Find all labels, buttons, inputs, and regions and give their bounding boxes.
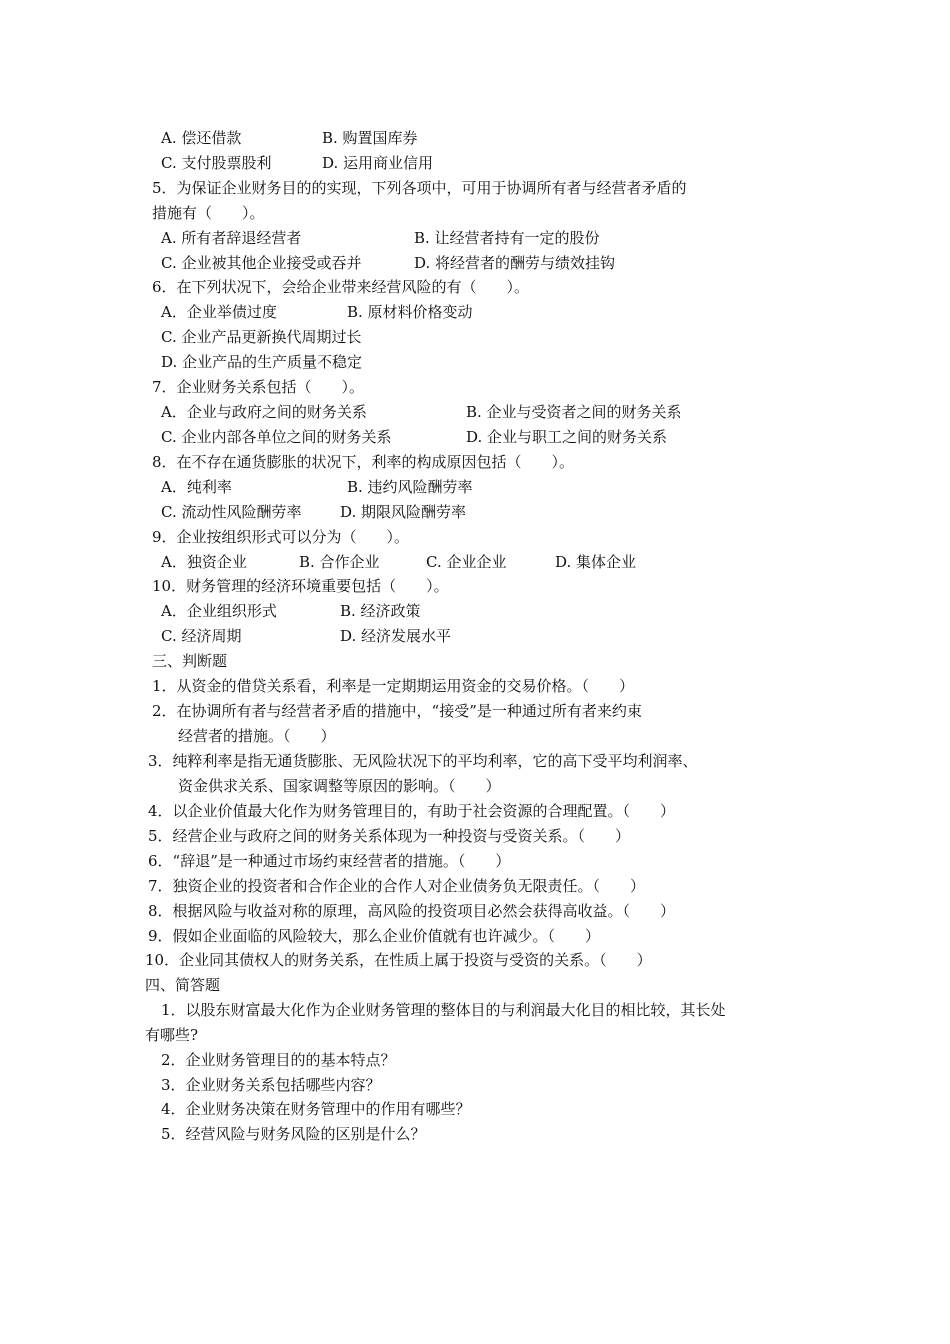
q10-option-a: A．企业组织形式 xyxy=(161,602,277,620)
short-answer-item-1-line1: 1．以股东财富最大化作为企业财务管理的整体目的与利润最大化目的相比较，其长处 xyxy=(161,1001,726,1019)
q7-option-c: C. 企业内部各单位之间的财务关系 xyxy=(161,428,392,446)
judgement-item-5: 5．经营企业与政府之间的财务关系体现为一种投资与受资关系。（ ） xyxy=(148,827,631,845)
judgement-item-7: 7．独资企业的投资者和合作企业的合作人对企业债务负无限责任。（ ） xyxy=(148,877,646,895)
q10-stem: 10．财务管理的经济环境重要包括（ ）。 xyxy=(152,577,449,595)
q8-option-a: A．纯利率 xyxy=(161,478,232,496)
judgement-item-3-line2: 资金供求关系、国家调整等原因的影响。（ ） xyxy=(178,777,501,795)
q6-stem: 6．在下列状况下，会给企业带来经营风险的有（ ）。 xyxy=(152,278,530,296)
judgement-item-1: 1．从资金的借贷关系看，利率是一定期期运用资金的交易价格。（ ） xyxy=(152,677,635,695)
q5-option-b: B. 让经营者持有一定的股份 xyxy=(414,229,600,247)
q6-option-c: C. 企业产品更新换代周期过长 xyxy=(161,328,362,346)
judgement-item-6: 6．“辞退”是一种通过市场约束经营者的措施。（ ） xyxy=(148,852,511,870)
q8-option-d: D. 期限风险酬劳率 xyxy=(340,503,467,521)
q5-option-c: C. 企业被其他企业接受或吞并 xyxy=(161,254,362,272)
short-answer-heading: 四、简答题 xyxy=(145,976,221,994)
q6-option-d: D. 企业产品的生产质量不稳定 xyxy=(161,353,363,371)
q8-option-c: C. 流动性风险酬劳率 xyxy=(161,503,302,521)
judgement-item-8: 8．根据风险与收益对称的原理，高风险的投资项目必然会获得高收益。（ ） xyxy=(148,902,676,920)
judgement-item-3-line1: 3．纯粹利率是指无通货膨胀、无风险状况下的平均利率，它的高下受平均利润率、 xyxy=(148,752,698,770)
judgement-item-10: 10．企业同其债权人的财务关系，在性质上属于投资与受资的关系。（ ） xyxy=(145,951,652,969)
short-answer-item-4: 4．企业财务决策在财务管理中的作用有哪些？ xyxy=(161,1100,471,1118)
q9-option-d: D. 集体企业 xyxy=(555,553,637,571)
short-answer-item-3: 3．企业财务关系包括哪些内容？ xyxy=(161,1076,381,1094)
q6-option-a: A．企业举债过度 xyxy=(161,303,277,321)
q4-option-b: B. 购置国库券 xyxy=(322,129,418,147)
q8-stem: 8．在不存在通货膨胀的状况下，利率的构成原因包括（ ）。 xyxy=(152,453,575,471)
short-answer-item-2: 2．企业财务管理目的的基本特点？ xyxy=(161,1051,396,1069)
q9-stem: 9．企业按组织形式可以分为（ ）。 xyxy=(152,528,410,546)
q7-option-b: B. 企业与受资者之间的财务关系 xyxy=(466,403,682,421)
q7-option-a: A．企业与政府之间的财务关系 xyxy=(161,403,367,421)
q9-option-a: A．独资企业 xyxy=(161,553,247,571)
judgement-item-4: 4．以企业价值最大化作为财务管理目的，有助于社会资源的合理配置。（ ） xyxy=(148,802,676,820)
q5-stem-line2: 措施有（ ）。 xyxy=(152,204,265,222)
q10-option-c: C. 经济周期 xyxy=(161,627,242,645)
q4-option-d: D. 运用商业信用 xyxy=(322,154,434,172)
q5-option-a: A. 所有者辞退经营者 xyxy=(161,229,302,247)
q6-option-b: B. 原材料价格变动 xyxy=(347,303,473,321)
judgement-item-2-line2: 经营者的措施。（ ） xyxy=(178,727,336,745)
judgement-item-2-line1: 2．在协调所有者与经营者矛盾的措施中，“接受”是一种通过所有者来约束 xyxy=(152,702,642,720)
short-answer-item-5: 5．经营风险与财务风险的区别是什么？ xyxy=(161,1125,426,1143)
q9-option-c: C. 企业企业 xyxy=(426,553,507,571)
q4-option-c: C. 支付股票股利 xyxy=(161,154,272,172)
q7-option-d: D. 企业与职工之间的财务关系 xyxy=(466,428,668,446)
judgement-item-9: 9．假如企业面临的风险较大，那么企业价值就有也许减少。（ ） xyxy=(148,927,601,945)
q7-stem: 7．企业财务关系包括（ ）。 xyxy=(152,378,365,396)
q9-option-b: B. 合作企业 xyxy=(299,553,380,571)
q5-option-d: D. 将经营者的酬劳与绩效挂钩 xyxy=(414,254,616,272)
q5-stem-line1: 5．为保证企业财务目的的实现，下列各项中，可用于协调所有者与经营者矛盾的 xyxy=(152,179,687,197)
q10-option-b: B. 经济政策 xyxy=(340,602,421,620)
q10-option-d: D. 经济发展水平 xyxy=(340,627,452,645)
q8-option-b: B. 违约风险酬劳率 xyxy=(347,478,473,496)
q4-option-a: A. 偿还借款 xyxy=(161,129,242,147)
short-answer-item-1-line2: 有哪些? xyxy=(145,1026,199,1044)
judgement-heading: 三、判断题 xyxy=(152,652,228,670)
